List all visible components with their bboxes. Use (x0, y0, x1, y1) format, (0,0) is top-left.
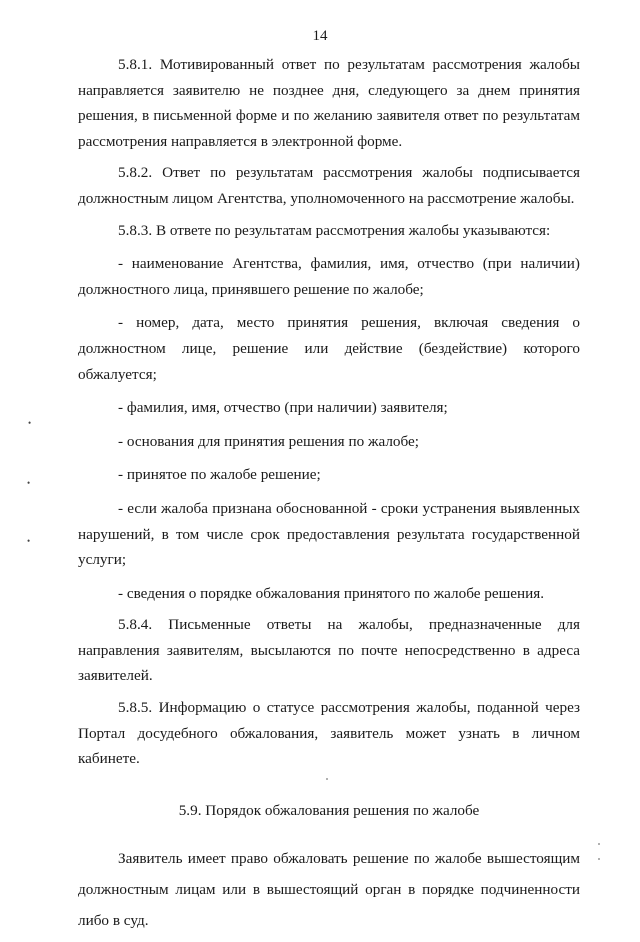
scan-mark: • (28, 418, 32, 428)
section-title: 5.9. Порядок обжалования решения по жалобе (178, 801, 480, 819)
page-number: 14 (312, 28, 328, 44)
paragraph-5-8-4: 5.8.4. Письменные ответы на жалобы, предназначенные для направления заявителям, высылаются по почте непосредственно в адреса заявителей. (78, 616, 580, 685)
final-paragraph: Заявитель имеет право обжаловать решение по жалобе вышестоящим должностным лицам или в вышестоящий орган в порядке подчиненности либо в суд. (78, 850, 580, 930)
scan-speck (598, 858, 600, 860)
list-item: - если жалоба признана обоснованной - сроки устранения выявленных нарушений, в том числе срок предоставления результата государственной услуги; (78, 499, 580, 569)
paragraph-5-8-5: 5.8.5. Информацию о статусе рассмотрения жалобы, поданной через Портал досудебного обжалования, заявитель может узнать в личном кабинете. (78, 699, 580, 768)
list-item: - фамилия, имя, отчество (при наличии) заявителя; (118, 399, 448, 417)
paragraph-5-8-2: 5.8.2. Ответ по результатам рассмотрения жалобы подписывается должностным лицом Агентства, уполномоченного на рассмотрение жалобы. (78, 164, 580, 207)
paragraph-5-8-3: 5.8.3. В ответе по результатам рассмотрения жалобы указываются: (118, 221, 551, 239)
list-item: - принятое по жалобе решение; (118, 466, 321, 484)
document-body (78, 52, 580, 942)
paragraph-5-8-1: 5.8.1. Мотивированный ответ по результатам рассмотрения жалобы направляется заявителю не позднее дня, следующего за днем принятия решения, в письменной форме и по желанию заявителя ответ по результатам рассмотрения направляется в электронной форме. (78, 56, 580, 150)
scan-speck (598, 843, 600, 845)
list-item: - основания для принятия решения по жалобе; (118, 432, 419, 450)
list-item: - наименование Агентства, фамилия, имя, отчество (при наличии) должностного лица, принявшего решение по жалобе; (78, 255, 580, 298)
list-item: - номер, дата, место принятия решения, включая сведения о должностном лице, решение или действие (бездействие) которого обжалуется; (78, 314, 580, 383)
list-item: - сведения о порядке обжалования принятого по жалобе решения. (118, 584, 545, 602)
scan-mark: • (27, 478, 31, 488)
scan-mark: • (27, 536, 31, 546)
scan-speck (326, 778, 328, 780)
